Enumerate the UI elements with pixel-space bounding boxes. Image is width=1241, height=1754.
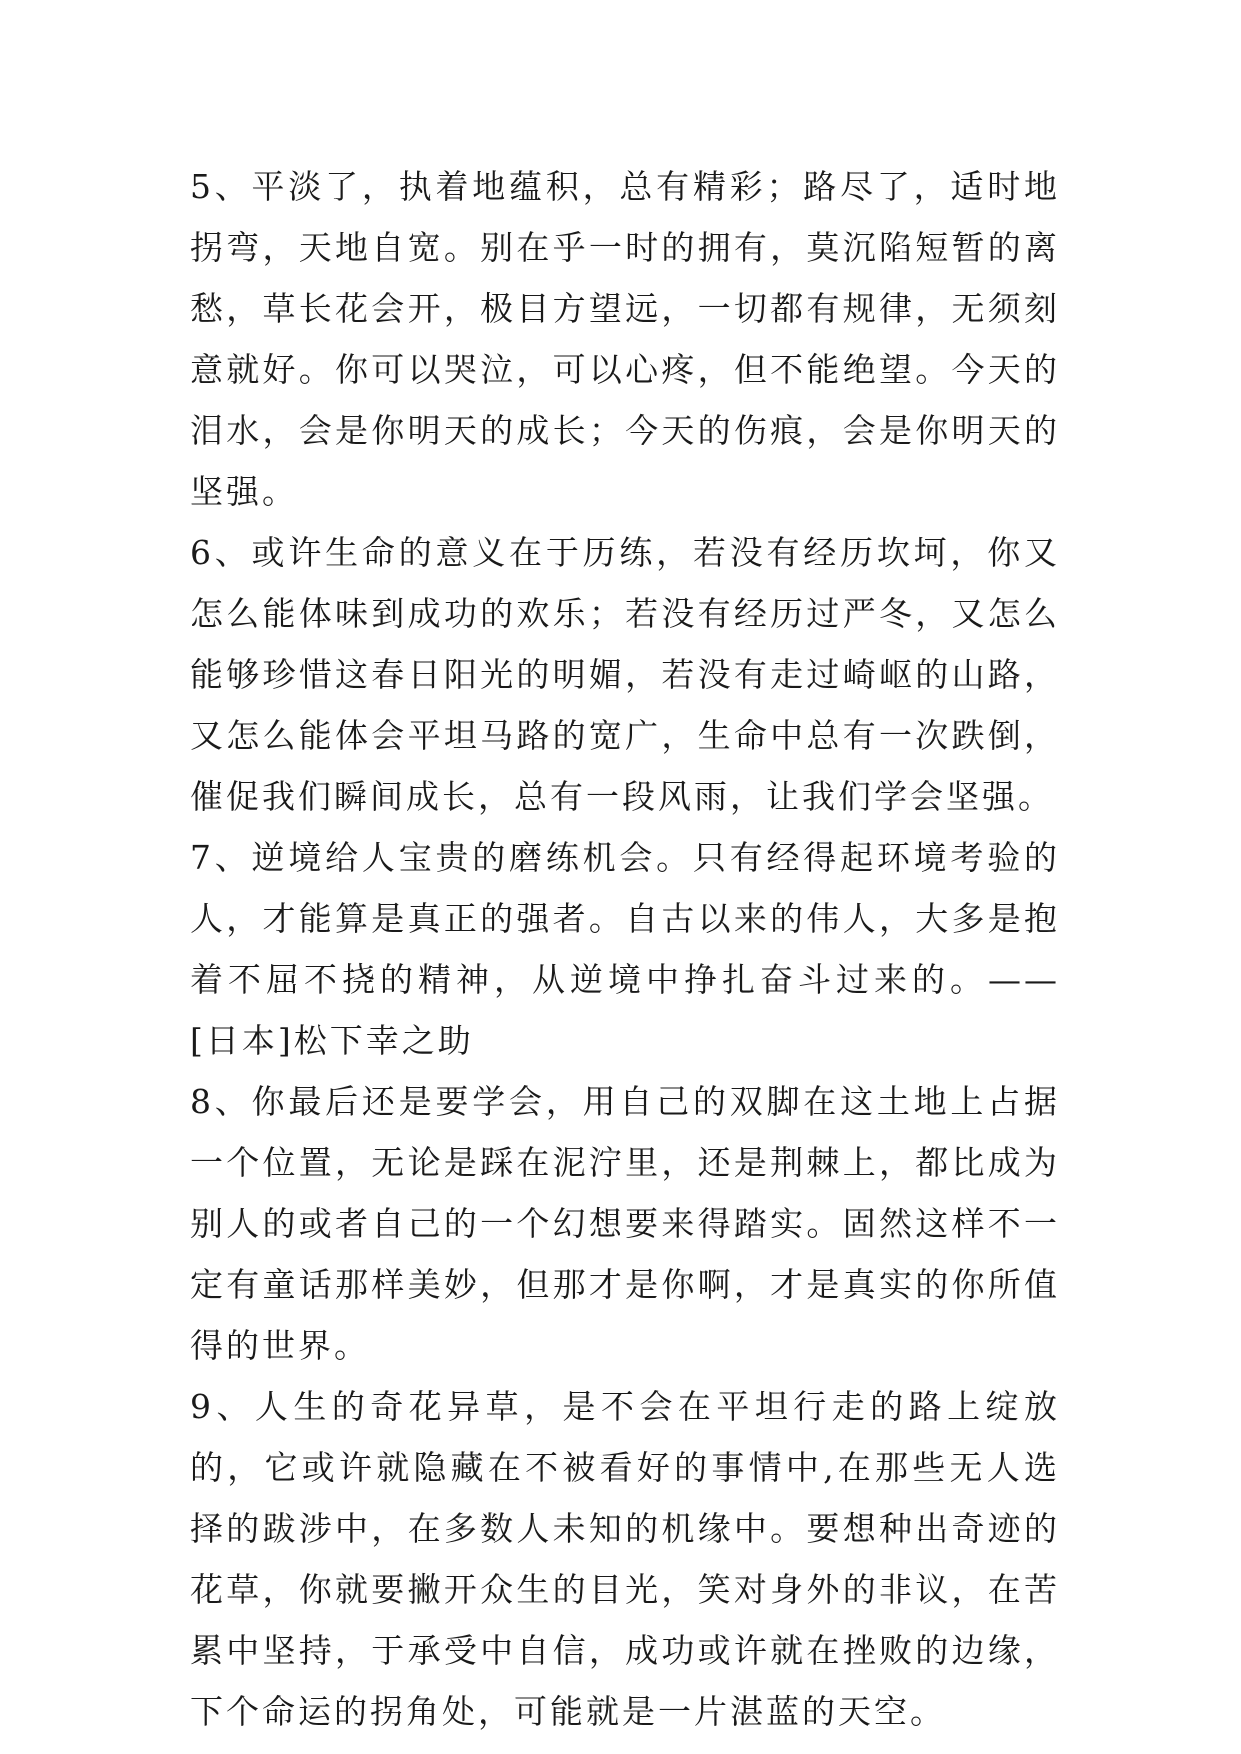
paragraph-9: 9、人生的奇花异草，是不会在平坦行走的路上绽放的，它或许就隐藏在不被看好的事情中,在那些无人选择的跋涉中，在多数人未知的机缘中。要想种出奇迹的花草，你就要撇开众生的目光，笑对身外的非议，在苦累中坚持，于承受中自信，成功或许就在挫败的边缘，下个命运的拐角处，可能就是一片湛蓝的天空。 [190, 1387, 1060, 1731]
paragraph-6: 6、或许生命的意义在于历练，若没有经历坎坷，你又怎么能体味到成功的欢乐；若没有经历过严冬，又怎么能够珍惜这春日阳光的明媚，若没有走过崎岖的山路，又怎么能体会平坦马路的宽广，生命中总有一次跌倒，催促我们瞬间成长，总有一段风雨，让我们学会坚强。 [190, 533, 1060, 816]
paragraph-8: 8、你最后还是要学会，用自己的双脚在这土地上占据一个位置，无论是踩在泥泞里，还是荆棘上，都比成为别人的或者自己的一个幻想要来得踏实。固然这样不一定有童话那样美妙，但那才是你啊，才是真实的你所值得的世界。 [190, 1082, 1060, 1365]
paragraph-7: 7、逆境给人宝贵的磨练机会。只有经得起环境考验的人，才能算是真正的强者。自古以来的伟人，大多是抱着不屈不挠的精神，从逆境中挣扎奋斗过来的。——[日本]松下幸之助 [190, 838, 1060, 1060]
document-body [190, 156, 1060, 1742]
paragraph-5: 5、平淡了，执着地蕴积，总有精彩；路尽了，适时地拐弯，天地自宽。别在乎一时的拥有，莫沉陷短暂的离愁，草长花会开，极目方望远，一切都有规律，无须刻意就好。你可以哭泣，可以心疼，但不能绝望。今天的泪水，会是你明天的成长；今天的伤痕，会是你明天的坚强。 [190, 167, 1060, 511]
